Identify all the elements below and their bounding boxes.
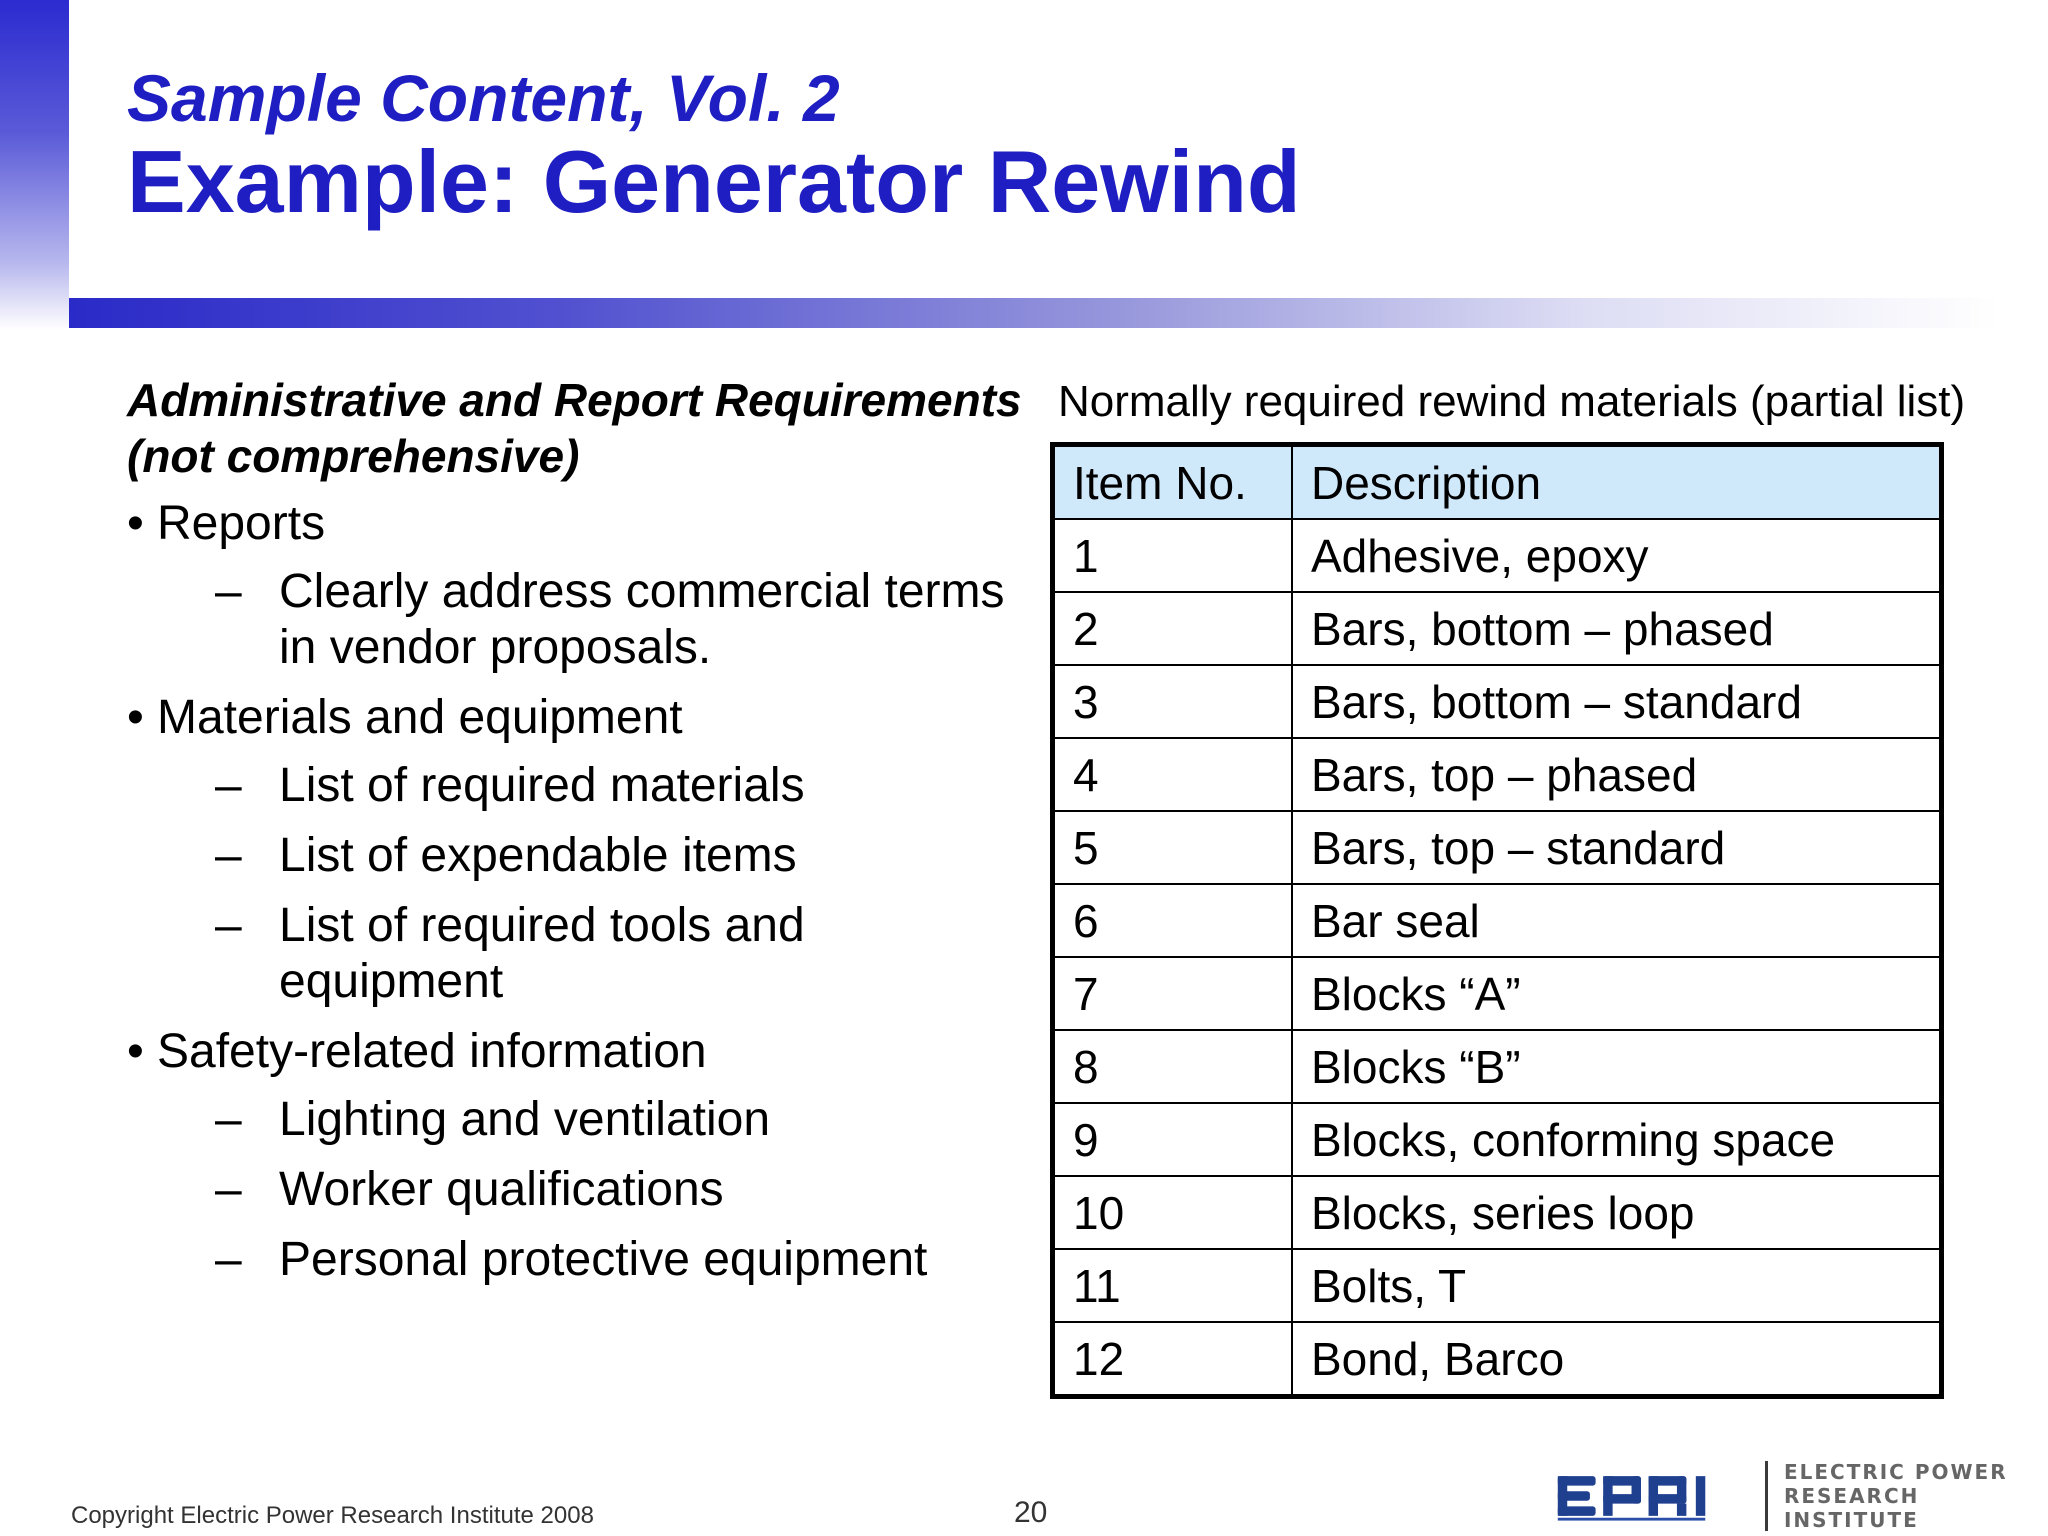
sub-item-label: List of required materials <box>279 759 805 812</box>
description-cell: Bars, bottom – standard <box>1292 665 1942 738</box>
page-number: 20 <box>1014 1496 1048 1529</box>
sub-item <box>215 1232 1027 1288</box>
sub-item-label: List of expendable items <box>279 829 797 882</box>
item-number-cell: 8 <box>1053 1030 1293 1103</box>
sub-item-label: Worker qualifications <box>279 1163 724 1216</box>
epri-logo-icon <box>1554 1467 1743 1525</box>
header-item-no: Item No. <box>1053 445 1293 520</box>
bullet-item <box>127 1024 1027 1080</box>
bullet-item <box>127 496 1027 552</box>
sub-item <box>215 898 1027 1010</box>
table-row <box>1053 1103 1942 1176</box>
bullet-label: Safety-related information <box>157 1025 707 1078</box>
sub-item <box>215 1162 1027 1218</box>
epri-logo <box>1554 1460 2048 1532</box>
bullet-item <box>127 690 1027 746</box>
table-row <box>1053 957 1942 1030</box>
table-row <box>1053 592 1942 665</box>
header-description: Description <box>1292 445 1942 520</box>
table-row <box>1053 1322 1942 1397</box>
bullet-label: Reports <box>157 497 326 550</box>
item-number-cell: 5 <box>1053 811 1293 884</box>
description-cell: Blocks “B” <box>1292 1030 1942 1103</box>
bullet-dot: • <box>127 497 144 550</box>
table-row <box>1053 738 1942 811</box>
description-cell: Bars, top – standard <box>1292 811 1942 884</box>
table-row <box>1053 1030 1942 1103</box>
item-number-cell: 12 <box>1053 1322 1293 1397</box>
sub-item <box>215 1092 1027 1148</box>
materials-table <box>1050 442 1944 1399</box>
sub-item-label: Personal protective equipment <box>279 1233 928 1286</box>
description-cell: Blocks “A” <box>1292 957 1942 1030</box>
description-cell: Adhesive, epoxy <box>1292 519 1942 592</box>
item-number-cell: 9 <box>1053 1103 1293 1176</box>
item-number-cell: 3 <box>1053 665 1293 738</box>
sub-item-label: List of required tools and equipment <box>279 899 805 1008</box>
sub-item <box>215 564 1027 676</box>
item-number-cell: 7 <box>1053 957 1293 1030</box>
description-cell: Blocks, series loop <box>1292 1176 1942 1249</box>
description-cell: Bond, Barco <box>1292 1322 1942 1397</box>
description-cell: Bars, top – phased <box>1292 738 1942 811</box>
item-number-cell: 10 <box>1053 1176 1293 1249</box>
logo-line-2: RESEARCH INSTITUTE <box>1783 1484 1920 1532</box>
table-row <box>1053 665 1942 738</box>
bullet-dot: • <box>127 691 144 744</box>
dash-mark: – <box>215 1163 242 1216</box>
left-accent-bar <box>0 0 69 330</box>
item-number-cell: 6 <box>1053 884 1293 957</box>
description-cell: Blocks, conforming space <box>1292 1103 1942 1176</box>
table-caption: Normally required rewind materials (partial list) <box>1058 377 1966 426</box>
table-row <box>1053 884 1942 957</box>
title-rule <box>69 298 1999 328</box>
sub-item <box>215 828 1027 884</box>
sub-item-label: Lighting and ventilation <box>279 1093 771 1146</box>
dash-mark: – <box>215 565 242 618</box>
logo-divider <box>1765 1461 1768 1531</box>
sub-item-label: Clearly address commercial terms in vendor proposals. <box>279 565 1005 674</box>
copyright-text: Copyright Electric Power Research Institute 2008 <box>71 1502 594 1529</box>
description-cell: Bars, bottom – phased <box>1292 592 1942 665</box>
logo-line-1: ELECTRIC POWER <box>1783 1460 2008 1484</box>
dash-mark: – <box>215 759 242 812</box>
table-row <box>1053 1176 1942 1249</box>
table-row <box>1053 811 1942 884</box>
dash-mark: – <box>215 899 242 952</box>
dash-mark: – <box>215 1093 242 1146</box>
slide-subtitle: Sample Content, Vol. 2 <box>127 61 840 135</box>
logo-wordmark <box>1784 1460 2048 1532</box>
item-number-cell: 4 <box>1053 738 1293 811</box>
item-number-cell: 2 <box>1053 592 1293 665</box>
sub-item <box>215 758 1027 814</box>
bullet-dot: • <box>127 1025 144 1078</box>
description-cell: Bolts, T <box>1292 1249 1942 1322</box>
requirements-column <box>127 372 1027 1302</box>
dash-mark: – <box>215 1233 242 1286</box>
bullet-label: Materials and equipment <box>157 691 683 744</box>
requirements-heading: Administrative and Report Requirements (not comprehensive) <box>127 374 1022 482</box>
slide-title: Example: Generator Rewind <box>127 132 1301 231</box>
description-cell: Bar seal <box>1292 884 1942 957</box>
item-number-cell: 11 <box>1053 1249 1293 1322</box>
table-header-row <box>1053 445 1942 520</box>
table-row <box>1053 1249 1942 1322</box>
item-number-cell: 1 <box>1053 519 1293 592</box>
table-row <box>1053 519 1942 592</box>
dash-mark: – <box>215 829 242 882</box>
